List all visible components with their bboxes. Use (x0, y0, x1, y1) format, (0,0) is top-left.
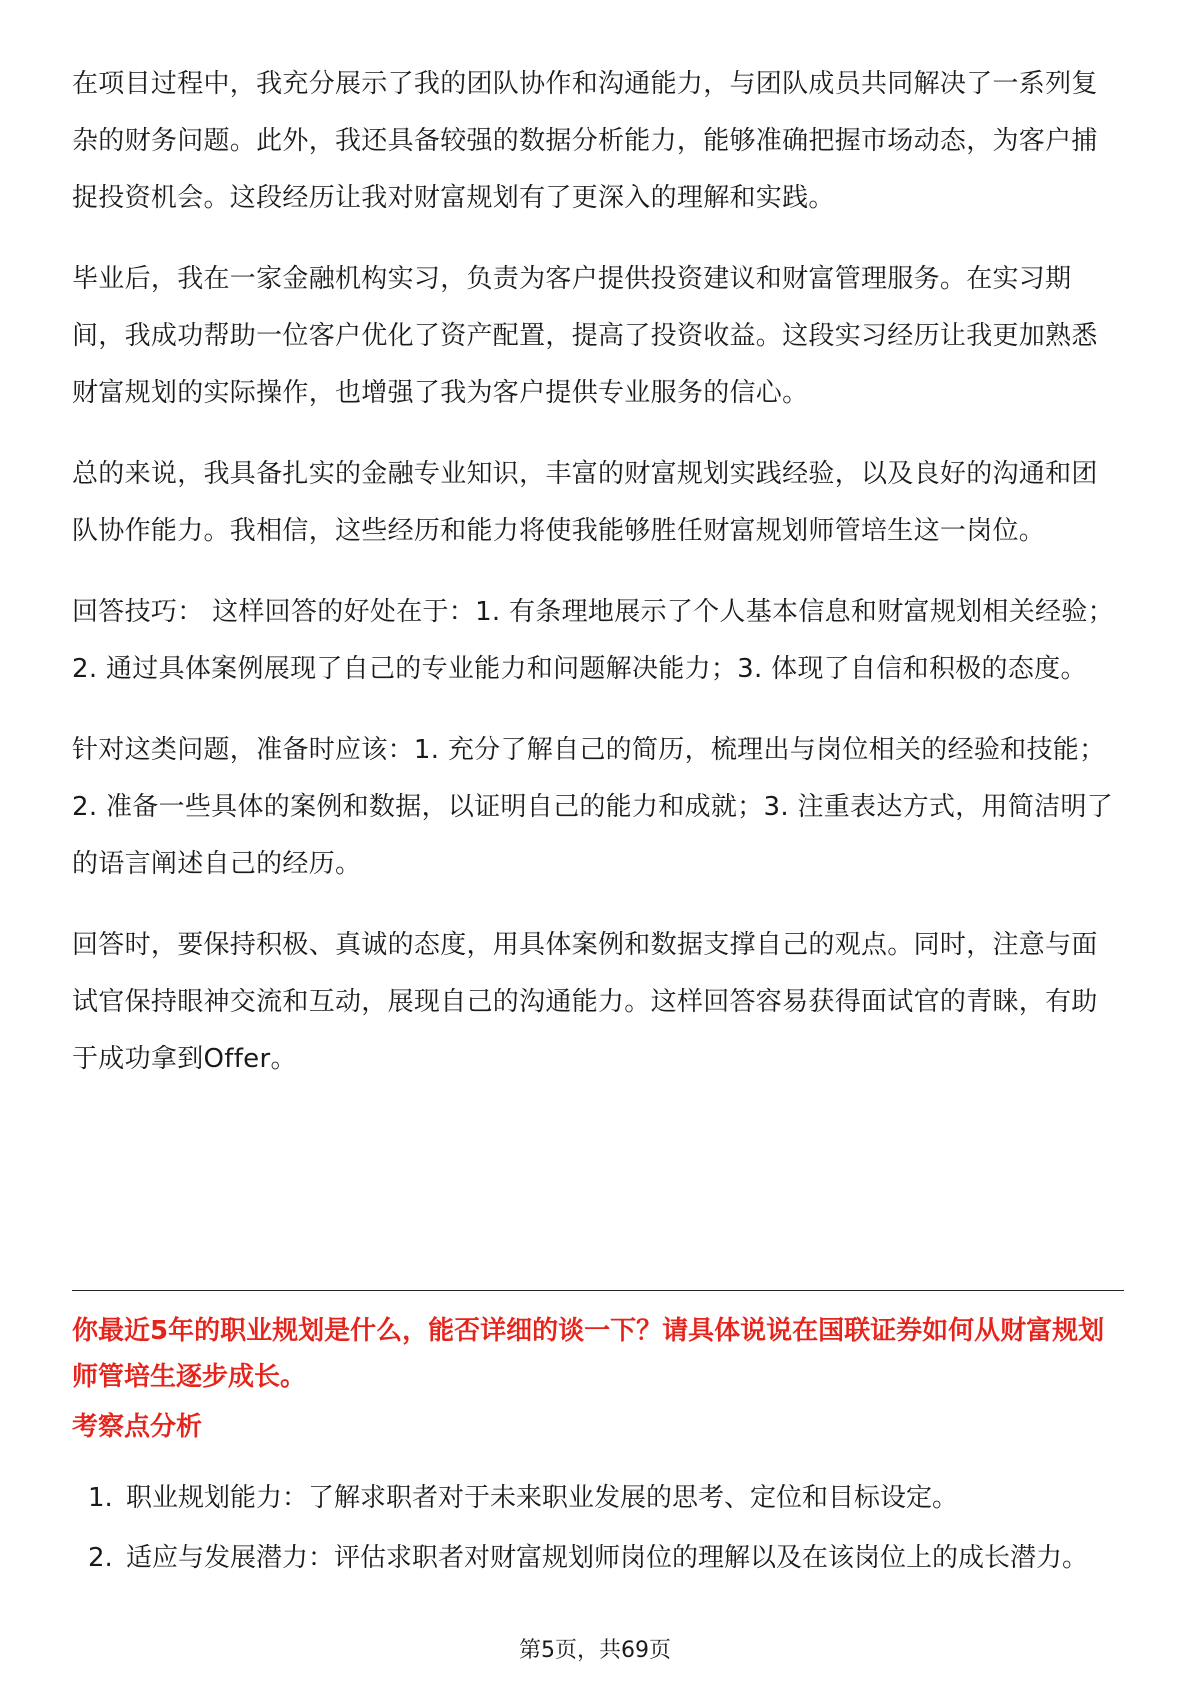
section-title: 考察点分析 (72, 1412, 203, 1442)
page-number-footer: 第5页，共69页 (519, 1638, 671, 1663)
list-item (72, 1530, 1124, 1587)
answer-tips-paragraph: 回答技巧： 这样回答的好处在于：1. 有条理地展示了个人基本信息和财富规划相关经验；2. 通过具体案例展现了自己的专业能力和问题解决能力；3. 体现了自信和积极的态度。 (72, 597, 1114, 684)
body-paragraph: 总的来说，我具备扎实的金融专业知识，丰富的财富规划实践经验，以及良好的沟通和团队协作能力。我相信，这些经历和能力将使我能够胜任财富规划师管培生这一岗位。 (72, 459, 1098, 546)
list-item (72, 1470, 1124, 1527)
list-item-text: 适应与发展潜力：评估求职者对财富规划师岗位的理解以及在该岗位上的成长潜力。 (126, 1543, 1089, 1573)
preparation-paragraph: 针对这类问题，准备时应该：1. 充分了解自己的简历，梳理出与岗位相关的经验和技能；2. 准备一些具体的案例和数据，以证明自己的能力和成就；3. 注重表达方式，用简洁明了的语言阐述自己的经历。 (72, 735, 1114, 879)
interview-question: 你最近5年的职业规划是什么，能否详细的谈一下？请具体说说在国联证券如何从财富规划师管培生逐步成长。 (72, 1316, 1105, 1392)
section-divider (72, 1290, 1124, 1291)
body-paragraph: 毕业后，我在一家金融机构实习，负责为客户提供投资建议和财富管理服务。在实习期间，我成功帮助一位客户优化了资产配置，提高了投资收益。这段实习经历让我更加熟悉财富规划的实际操作，也增强了我为客户提供专业服务的信心。 (72, 264, 1098, 408)
list-item-text: 职业规划能力：了解求职者对于未来职业发展的思考、定位和目标设定。 (126, 1483, 959, 1513)
analysis-list (72, 1470, 1124, 1590)
list-item-number: 2. (88, 1543, 113, 1573)
answer-attitude-paragraph: 回答时，要保持积极、真诚的态度，用具体案例和数据支撑自己的观点。同时，注意与面试官保持眼神交流和互动，展现自己的沟通能力。这样回答容易获得面试官的青睐，有助于成功拿到Offer。 (72, 930, 1098, 1074)
list-item-number: 1. (88, 1483, 113, 1513)
body-paragraph: 在项目过程中，我充分展示了我的团队协作和沟通能力，与团队成员共同解决了一系列复杂的财务问题。此外，我还具备较强的数据分析能力，能够准确把握市场动态，为客户捕捉投资机会。这段经历让我对财富规划有了更深入的理解和实践。 (72, 69, 1098, 213)
main-content (72, 56, 1122, 1112)
